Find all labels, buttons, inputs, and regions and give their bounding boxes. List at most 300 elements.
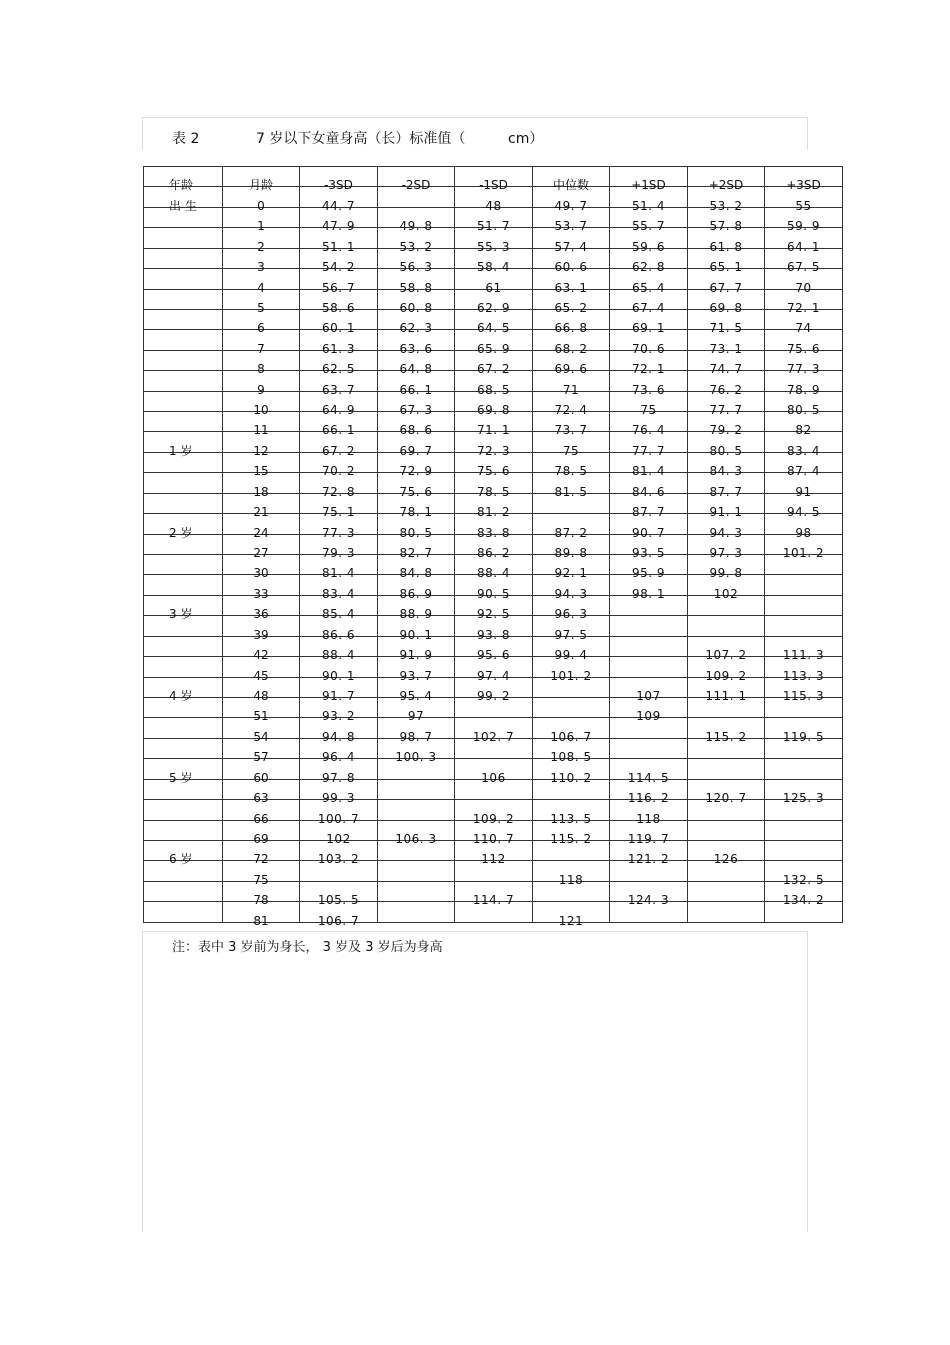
cell-plus2sd-text: 69. 8 <box>709 300 743 315</box>
cell-plus1sd <box>610 636 688 656</box>
cell-minus2sd-text: 97 <box>407 709 425 724</box>
cell-plus1sd-text: 81. 4 <box>631 464 666 479</box>
table-row <box>144 759 843 779</box>
cell-minus3sd-text: 61. 3 <box>321 341 356 356</box>
cell-minus1sd-text: 97. 4 <box>476 668 511 683</box>
cell-month-text: 3 <box>257 260 265 275</box>
cell-plus2sd-text: 84. 3 <box>709 464 743 479</box>
cell-minus1sd <box>455 759 533 785</box>
cell-minus2sd-text: 68. 6 <box>399 423 433 438</box>
cell-minus1sd-text: 90. 5 <box>476 586 511 601</box>
cell-median-text: 66. 8 <box>554 321 588 336</box>
cell-plus1sd-text: 119. 7 <box>627 831 670 846</box>
cell-plus1sd-text: 98. 1 <box>631 586 666 601</box>
cell-minus3sd-text: 70. 2 <box>321 464 356 479</box>
cell-minus1sd-text: 78. 5 <box>476 484 511 499</box>
cell-age <box>144 738 223 758</box>
cell-plus1sd-text: 114. 5 <box>627 770 670 785</box>
cell-minus1sd-text: 109. 2 <box>472 811 515 826</box>
cell-plus1sd <box>610 677 688 703</box>
cell-plus2sd-text: 79. 2 <box>709 423 743 438</box>
cell-minus2sd-text: 91. 9 <box>399 648 433 663</box>
cell-minus3sd-text: 102 <box>326 831 351 846</box>
cell-plus1sd-text: 90. 7 <box>631 525 666 540</box>
cell-month-text: 12 <box>253 443 269 458</box>
cell-minus3sd-text: 97. 8 <box>321 770 356 785</box>
cell-median-text: 101. 2 <box>550 668 592 683</box>
cell-median-text: 81. 5 <box>554 484 588 499</box>
cell-minus1sd-text: 93. 8 <box>476 627 511 642</box>
cell-age-text: 6 岁 <box>169 852 193 867</box>
cell-minus2sd-text: 60. 8 <box>399 300 433 315</box>
cell-age <box>144 820 223 840</box>
cell-plus3sd <box>765 779 843 806</box>
cell-minus3sd-text: 77. 3 <box>321 525 356 540</box>
cell-plus2sd <box>688 636 765 663</box>
cell-median-text: 97. 5 <box>554 627 588 642</box>
cell-age <box>144 840 223 867</box>
column-header-minus1sd <box>455 167 533 193</box>
cell-plus2sd <box>688 759 765 779</box>
cell-minus2sd-text: 66. 1 <box>399 382 433 397</box>
cell-plus3sd-text: 113. 3 <box>782 668 825 683</box>
cell-month-text: 11 <box>253 423 269 438</box>
cell-month-text: 6 <box>257 321 265 336</box>
cell-median-text: 121 <box>558 913 584 928</box>
cell-month-text: 33 <box>253 586 269 601</box>
cell-month-text: 15 <box>253 464 269 479</box>
cell-minus1sd-text: 114. 7 <box>472 893 515 908</box>
table-row <box>144 718 843 738</box>
cell-plus2sd-text: 107. 2 <box>705 648 747 663</box>
cell-plus2sd-text: 71. 5 <box>709 321 743 336</box>
column-header-plus1sd-text: +1SD <box>631 178 666 193</box>
cell-month-text: 9 <box>257 382 265 397</box>
cell-plus2sd-text: 120. 7 <box>705 791 747 806</box>
cell-month-text: 57 <box>253 750 269 765</box>
cell-median <box>533 718 610 744</box>
cell-age-text: 1 岁 <box>169 443 193 458</box>
cell-minus1sd <box>455 800 533 826</box>
cell-plus1sd-text: 121. 2 <box>627 852 670 867</box>
cell-plus3sd-text: 91 <box>795 484 812 499</box>
cell-minus2sd <box>378 779 455 799</box>
cell-minus2sd <box>378 881 455 901</box>
cell-age <box>144 800 223 820</box>
cell-age <box>144 228 223 248</box>
cell-minus3sd-text: 51. 1 <box>321 239 356 254</box>
cell-minus3sd-text: 44. 7 <box>321 198 356 213</box>
cell-plus2sd <box>688 840 765 867</box>
cell-minus1sd-text: 86. 2 <box>476 546 511 561</box>
cell-age <box>144 657 223 677</box>
cell-minus3sd-text: 90. 1 <box>321 668 356 683</box>
cell-plus2sd-text: 57. 8 <box>709 219 743 234</box>
cell-age <box>144 269 223 289</box>
cell-plus3sd-text: 115. 3 <box>782 688 825 703</box>
cell-plus1sd-text: 109 <box>636 709 661 724</box>
cell-month-text: 21 <box>253 505 269 520</box>
cell-median-text: 75 <box>562 443 580 458</box>
cell-plus1sd <box>610 738 688 758</box>
cell-plus2sd-text: 76. 2 <box>709 382 743 397</box>
column-header-plus2sd-text: +2SD <box>708 178 744 193</box>
cell-month-text: 72 <box>253 852 269 867</box>
cell-minus1sd-text: 62. 9 <box>476 300 511 315</box>
cell-minus2sd-text: 49. 8 <box>399 219 433 234</box>
cell-plus1sd <box>610 881 688 908</box>
cell-plus3sd-text: 119. 5 <box>782 729 825 744</box>
column-header-median <box>533 167 610 193</box>
cell-plus2sd-text: 87. 7 <box>709 484 743 499</box>
cell-minus3sd-text: 91. 7 <box>321 688 356 703</box>
cell-minus3sd-text: 47. 9 <box>321 219 356 234</box>
cell-median <box>533 800 610 826</box>
cell-minus3sd-text: 81. 4 <box>321 566 356 581</box>
cell-age <box>144 432 223 458</box>
cell-median-text: 69. 6 <box>554 362 588 377</box>
cell-plus2sd <box>688 881 765 901</box>
cell-minus3sd-text: 62. 5 <box>321 362 356 377</box>
column-header-median-text: 中位数 <box>552 178 589 193</box>
cell-median-text: 89. 8 <box>554 546 588 561</box>
cell-plus3sd-text: 75. 6 <box>786 341 821 356</box>
column-header-plus1sd <box>610 167 688 193</box>
cell-plus2sd-text: 74. 7 <box>709 362 743 377</box>
cell-minus3sd-text: 75. 1 <box>321 505 356 520</box>
cell-age <box>144 412 223 432</box>
cell-age <box>144 902 223 922</box>
cell-plus1sd-text: 65. 4 <box>631 280 666 295</box>
cell-plus2sd <box>688 779 765 806</box>
column-header-minus3sd-text: -3SD <box>324 178 353 193</box>
cell-minus1sd-text: 75. 6 <box>476 464 511 479</box>
cell-plus2sd <box>688 718 765 744</box>
cell-minus2sd-text: 98. 7 <box>399 729 433 744</box>
cell-minus3sd-text: 106. 7 <box>317 913 360 928</box>
cell-plus1sd-text: 75 <box>640 403 657 418</box>
cell-median-text: 57. 4 <box>554 239 588 254</box>
cell-minus3sd-text: 96. 4 <box>321 750 356 765</box>
cell-month-text: 7 <box>257 341 265 356</box>
cell-plus3sd-text: 80. 5 <box>786 403 821 418</box>
cell-age <box>144 718 223 738</box>
cell-minus3sd-text: 58. 6 <box>321 300 356 315</box>
cell-month-text: 69 <box>253 831 269 846</box>
cell-plus3sd-text: 59. 9 <box>786 219 821 234</box>
cell-minus3sd-text: 93. 2 <box>321 709 356 724</box>
cell-month-text: 4 <box>257 280 265 295</box>
cell-age <box>144 881 223 901</box>
cell-minus3sd-text: 56. 7 <box>321 280 356 295</box>
cell-median-text: 99. 4 <box>554 648 588 663</box>
cell-month-text: 2 <box>257 239 265 254</box>
cell-plus3sd-text: 132. 5 <box>782 872 825 887</box>
cell-month-text: 10 <box>253 403 269 418</box>
cell-minus2sd-text: 95. 4 <box>399 688 433 703</box>
cell-month-text: 0 <box>257 198 265 213</box>
cell-month-text: 5 <box>257 300 265 315</box>
table-unit: cm） <box>508 131 544 147</box>
cell-minus2sd <box>378 207 455 234</box>
cell-plus1sd-text: 93. 5 <box>631 546 666 561</box>
cell-minus1sd <box>455 881 533 908</box>
cell-plus2sd-text: 94. 3 <box>709 525 743 540</box>
cell-plus1sd-text: 116. 2 <box>627 791 670 806</box>
cell-month-text: 78 <box>253 893 269 908</box>
cell-plus1sd <box>610 759 688 785</box>
cell-age <box>144 575 223 595</box>
cell-minus3sd-text: 103. 2 <box>317 852 360 867</box>
cell-minus2sd-text: 106. 3 <box>395 831 437 846</box>
cell-month-text: 1 <box>257 219 265 234</box>
cell-plus1sd-text: 59. 6 <box>631 239 666 254</box>
cell-plus1sd-text: 124. 3 <box>627 893 670 908</box>
cell-plus3sd <box>765 718 843 744</box>
cell-minus2sd-text: 64. 8 <box>399 362 433 377</box>
cell-minus3sd-text: 60. 1 <box>321 321 356 336</box>
cell-plus2sd-text: 115. 2 <box>705 729 747 744</box>
cell-median-text: 106. 7 <box>550 729 592 744</box>
cell-minus3sd-text: 63. 7 <box>321 382 356 397</box>
cell-median-text: 110. 2 <box>550 770 592 785</box>
cell-age-text: 5 岁 <box>169 770 193 785</box>
cell-plus3sd <box>765 595 843 615</box>
cell-minus3sd-text: 99. 3 <box>321 791 356 806</box>
cell-plus1sd-text: 73. 6 <box>631 382 666 397</box>
cell-median-text: 73. 7 <box>554 423 588 438</box>
cell-plus1sd-text: 77. 7 <box>631 443 666 458</box>
cell-minus1sd-text: 102. 7 <box>472 729 515 744</box>
cell-plus1sd-text: 70. 6 <box>631 341 666 356</box>
cell-minus3sd-text: 66. 1 <box>321 423 356 438</box>
cell-minus3sd-text: 64. 9 <box>321 403 356 418</box>
cell-plus3sd-text: 82 <box>795 423 812 438</box>
cell-minus1sd-text: 68. 5 <box>476 382 511 397</box>
cell-plus3sd-text: 101. 2 <box>782 546 825 561</box>
cell-plus2sd-text: 67. 7 <box>709 280 743 295</box>
column-header-minus2sd <box>378 167 455 193</box>
cell-minus2sd-text: 82. 7 <box>399 546 433 561</box>
cell-minus3sd-text: 94. 8 <box>321 729 356 744</box>
cell-median-text: 113. 5 <box>550 811 592 826</box>
cell-age-text: 3 岁 <box>169 607 193 622</box>
cell-plus3sd-text: 98 <box>795 525 812 540</box>
cell-plus2sd-text: 65. 1 <box>709 260 743 275</box>
cell-age <box>144 595 223 622</box>
cell-median <box>533 697 610 717</box>
cell-plus2sd-text: 97. 3 <box>709 546 743 561</box>
cell-plus1sd-text: 69. 1 <box>631 321 666 336</box>
cell-minus2sd-text: 72. 9 <box>399 464 433 479</box>
cell-plus3sd <box>765 759 843 779</box>
cell-minus3sd-text: 79. 3 <box>321 546 356 561</box>
cell-minus1sd-text: 67. 2 <box>476 362 511 377</box>
cell-plus1sd-text: 87. 7 <box>631 505 666 520</box>
cell-median-text: 108. 5 <box>550 750 592 765</box>
table-note: 注：表中 3 岁前为身长， 3 岁及 3 岁后为身高 <box>172 940 443 955</box>
cell-plus3sd-text: 64. 1 <box>786 239 821 254</box>
cell-plus1sd-text: 84. 6 <box>631 484 666 499</box>
cell-minus1sd-text: 55. 3 <box>476 239 511 254</box>
cell-minus1sd <box>455 718 533 744</box>
table-header-row <box>144 167 843 187</box>
cell-month-text: 30 <box>253 566 269 581</box>
column-header-plus3sd <box>765 167 843 193</box>
cell-minus2sd-text: 75. 6 <box>399 484 433 499</box>
cell-age <box>144 473 223 493</box>
cell-median-text: 60. 6 <box>554 260 588 275</box>
cell-minus2sd-text: 63. 6 <box>399 341 433 356</box>
cell-month-text: 54 <box>253 729 269 744</box>
cell-median <box>533 902 610 928</box>
table-row <box>144 881 843 901</box>
cell-minus3sd-text: 100. 7 <box>317 811 360 826</box>
cell-month-text: 60 <box>253 770 269 785</box>
cell-plus3sd <box>765 820 843 840</box>
column-header-minus1sd-text: -1SD <box>479 178 508 193</box>
cell-age <box>144 677 223 703</box>
cell-minus2sd-text: 53. 2 <box>399 239 433 254</box>
cell-age <box>144 493 223 513</box>
cell-age-text: 4 岁 <box>169 688 193 703</box>
cell-plus1sd <box>610 657 688 677</box>
cell-median-text: 71 <box>562 382 580 397</box>
cell-age <box>144 555 223 575</box>
cell-minus2sd-text: 56. 3 <box>399 260 433 275</box>
cell-month-text: 75 <box>253 872 269 887</box>
table-caption: 7 岁以下女童身高（长）标准值（ <box>256 131 466 147</box>
cell-plus3sd-text: 70 <box>795 280 812 295</box>
cell-plus2sd-text: 53. 2 <box>709 198 743 213</box>
cell-month-text: 51 <box>253 709 269 724</box>
cell-plus2sd-text: 109. 2 <box>705 668 747 683</box>
cell-median-text: 94. 3 <box>554 586 588 601</box>
cell-age <box>144 514 223 540</box>
cell-minus1sd-text: 106 <box>481 770 506 785</box>
cell-plus1sd <box>610 616 688 636</box>
cell-plus2sd-text: 99. 8 <box>709 566 743 581</box>
cell-median-text: 72. 4 <box>554 403 588 418</box>
cell-minus2sd-text: 100. 3 <box>395 750 437 765</box>
cell-minus2sd <box>378 902 455 922</box>
cell-age <box>144 391 223 411</box>
cell-median-text: 49. 7 <box>554 198 588 213</box>
cell-plus2sd-text: 61. 8 <box>709 239 743 254</box>
cell-plus3sd-text: 87. 4 <box>786 464 821 479</box>
cell-minus2sd <box>378 800 455 820</box>
cell-minus3sd-text: 105. 5 <box>317 893 360 908</box>
cell-minus2sd-text: 67. 3 <box>399 403 433 418</box>
cell-median <box>533 861 610 887</box>
cell-plus2sd <box>688 902 765 922</box>
cell-age-text: 2 岁 <box>169 525 193 540</box>
column-header-age-text: 年龄 <box>169 178 194 193</box>
cell-month-text: 8 <box>257 362 265 377</box>
cell-plus1sd-text: 72. 1 <box>631 362 666 377</box>
cell-minus1sd-text: 92. 5 <box>476 607 511 622</box>
cell-plus2sd-text: 91. 1 <box>709 505 743 520</box>
cell-minus1sd-text: 95. 6 <box>476 648 511 663</box>
cell-month-text: 81 <box>253 913 269 928</box>
cell-plus3sd-text: 83. 4 <box>786 443 821 458</box>
cell-minus2sd <box>378 820 455 846</box>
cell-plus3sd-text: 94. 5 <box>786 505 821 520</box>
cell-month-text: 36 <box>253 607 269 622</box>
cell-plus1sd-text: 51. 4 <box>631 198 666 213</box>
cell-plus3sd <box>765 616 843 636</box>
cell-minus1sd-text: 71. 1 <box>476 423 511 438</box>
cell-minus2sd-text: 88. 9 <box>399 607 433 622</box>
cell-plus3sd-text: 77. 3 <box>786 362 821 377</box>
cell-minus1sd-text: 58. 4 <box>476 260 511 275</box>
column-header-month-text: 月龄 <box>248 178 273 193</box>
table-number: 表 2 <box>172 131 200 147</box>
cell-plus3sd-text: 125. 3 <box>782 791 825 806</box>
cell-month-text: 63 <box>253 791 269 806</box>
cell-median-text: 92. 1 <box>554 566 588 581</box>
column-header-plus2sd <box>688 167 765 193</box>
cell-minus1sd-text: 99. 2 <box>476 688 511 703</box>
cell-month-text: 45 <box>253 668 269 683</box>
cell-month-text: 39 <box>253 627 269 642</box>
cell-plus3sd-text: 111. 3 <box>782 648 825 663</box>
column-header-plus3sd-text: +3SD <box>786 178 821 193</box>
height-standard-table <box>143 166 843 928</box>
cell-age <box>144 330 223 350</box>
cell-plus3sd-text: 134. 2 <box>782 893 825 908</box>
cell-minus1sd-text: 51. 7 <box>476 219 511 234</box>
cell-age <box>144 636 223 656</box>
cell-age-text: 出 生 <box>169 198 197 213</box>
cell-minus2sd-text: 80. 5 <box>399 525 433 540</box>
cell-plus3sd <box>765 840 843 860</box>
cell-plus2sd-text: 102 <box>713 586 739 601</box>
column-header-minus3sd <box>300 167 378 193</box>
cell-plus1sd-text: 62. 8 <box>631 260 666 275</box>
cell-minus3sd-text: 88. 4 <box>321 648 356 663</box>
cell-median-text: 53. 7 <box>554 219 588 234</box>
cell-plus2sd <box>688 820 765 840</box>
cell-minus2sd-text: 90. 1 <box>399 627 433 642</box>
cell-plus3sd-text: 72. 1 <box>786 300 821 315</box>
cell-age <box>144 309 223 329</box>
cell-plus2sd-text: 126 <box>713 852 739 867</box>
cell-median-text: 87. 2 <box>554 525 588 540</box>
cell-minus2sd-text: 84. 8 <box>399 566 433 581</box>
cell-plus3sd <box>765 636 843 663</box>
cell-age <box>144 248 223 268</box>
cell-plus1sd-text: 95. 9 <box>631 566 666 581</box>
cell-median-text: 65. 2 <box>554 300 588 315</box>
cell-minus3sd-text: 67. 2 <box>321 443 356 458</box>
cell-plus2sd-text: 80. 5 <box>709 443 743 458</box>
cell-plus2sd-text: 111. 1 <box>705 688 747 703</box>
cell-median-text: 96. 3 <box>554 607 588 622</box>
cell-minus1sd-text: 83. 8 <box>476 525 511 540</box>
cell-minus1sd-text: 69. 8 <box>476 403 511 418</box>
cell-minus3sd-text: 54. 2 <box>321 260 356 275</box>
cell-minus2sd <box>378 861 455 881</box>
cell-month-text: 66 <box>253 811 269 826</box>
column-header-age <box>144 167 223 193</box>
cell-month-text: 24 <box>253 525 269 540</box>
column-header-minus2sd-text: -2SD <box>401 178 431 193</box>
cell-plus1sd-text: 67. 4 <box>631 300 666 315</box>
cell-age <box>144 371 223 391</box>
cell-minus1sd-text: 88. 4 <box>476 566 511 581</box>
cell-median-text: 78. 5 <box>554 464 588 479</box>
